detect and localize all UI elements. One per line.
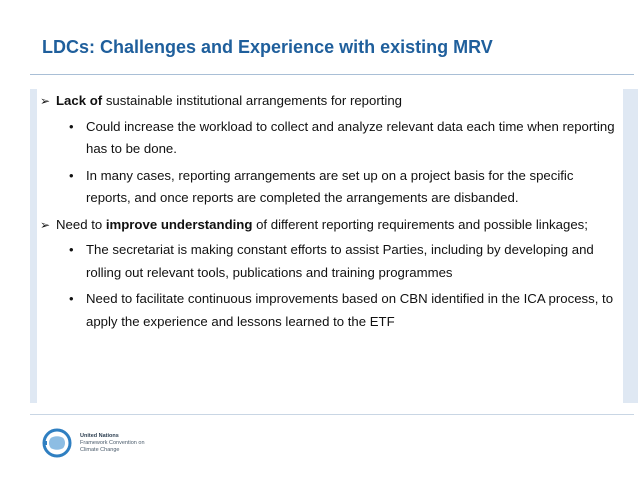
logo-wordmark: [80, 433, 145, 454]
right-accent-band: [623, 89, 638, 403]
slide-title: LDCs: Challenges and Experience with existing MRV: [42, 37, 493, 57]
sub-bullet-text: Could increase the workload to collect and analyze relevant data each time when reporting has to be done.: [86, 118, 615, 156]
logo-line-3: Climate Change: [80, 447, 120, 453]
sub-bullet: [40, 165, 620, 210]
arrow-bullet-icon: ➢: [40, 217, 51, 232]
footer-divider: [30, 414, 634, 415]
dot-bullet-icon: •: [69, 118, 74, 134]
sub-bullet: [40, 116, 620, 161]
arrow-bullet-icon: ➢: [40, 94, 51, 108]
bullet-text: of different reporting requirements and possible linkages;: [252, 216, 588, 232]
bullet-lack-of-arrangements: [40, 90, 620, 113]
slide-body: [40, 90, 620, 337]
sub-bullet-text: The secretariat is making constant efforts to assist Parties, including by developing and rolling out relevant tools, publications and training programmes: [86, 242, 594, 280]
dot-bullet-icon: •: [69, 167, 74, 183]
dot-bullet-icon: •: [69, 291, 74, 306]
logo-line-2: Framework Convention on: [80, 440, 145, 446]
bullet-bold-text: Lack of: [56, 93, 103, 108]
logo-line-1: United Nations: [80, 433, 119, 439]
sub-bullet-text: In many cases, reporting arrangements are set up on a project basis for the specific reports, and once reports are completed the arrangements are disbanded.: [86, 167, 574, 205]
bullet-text-pre: Need to: [56, 216, 106, 232]
sub-bullet: [40, 239, 620, 284]
title-divider: [30, 74, 634, 75]
unfccc-logo-icon: [40, 428, 74, 458]
bullet-improve-understanding: [40, 214, 620, 237]
sub-bullet: [40, 288, 620, 333]
left-accent-band: [30, 89, 37, 403]
sub-bullet-text: Need to facilitate continuous improvements based on CBN identified in the ICA process, to apply the experience and lessons learned to the ETF: [86, 291, 614, 329]
dot-bullet-icon: •: [69, 242, 74, 257]
bullet-bold-text: improve understanding: [105, 216, 253, 232]
bullet-text: sustainable institutional arrangements for reporting: [102, 93, 402, 108]
